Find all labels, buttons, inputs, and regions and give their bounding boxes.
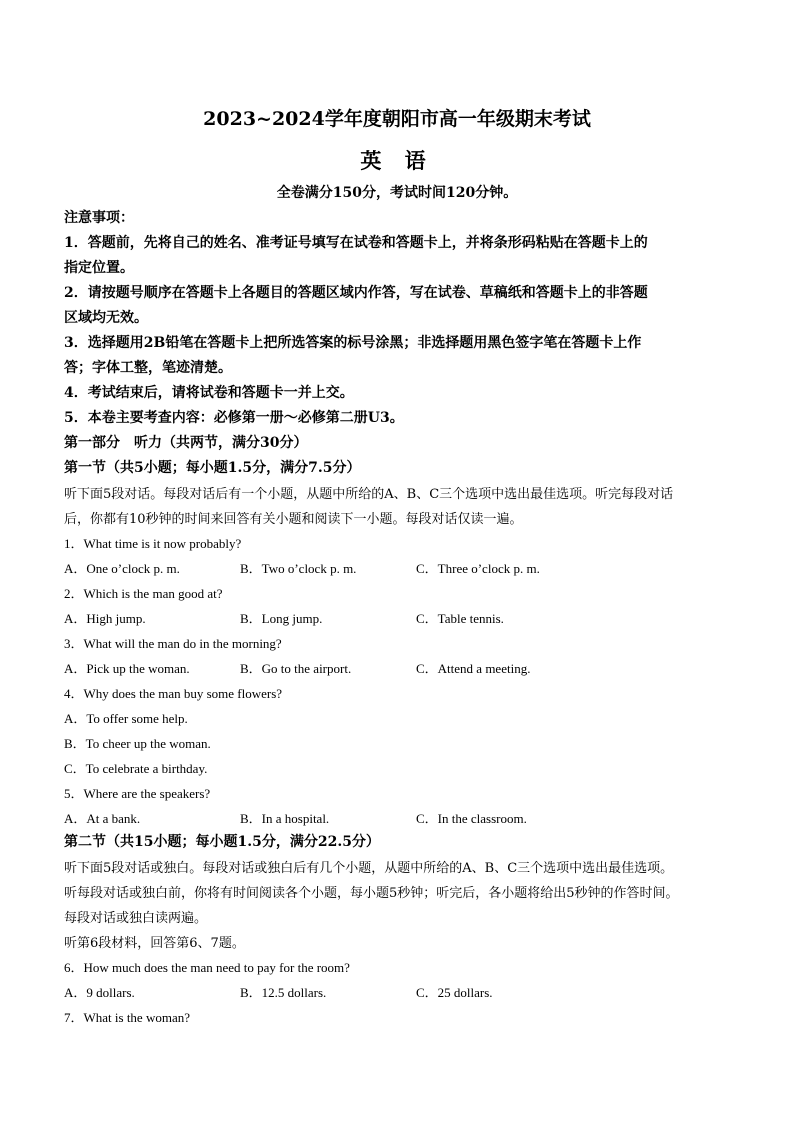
q5-option-b: B．In a hospital.: [240, 811, 330, 826]
q3-option-c: C．Attend a meeting.: [416, 661, 531, 676]
question-6: 6．How much does the man need to pay for the room?: [64, 960, 350, 975]
note-line: 5．本卷主要考查内容：必修第一册～必修第二册U3。: [64, 410, 404, 426]
q6-option-c: C．25 dollars.: [416, 985, 493, 1000]
q4-option-c: C．To celebrate a birthday.: [64, 761, 208, 776]
score-line: 全卷满分150分，考试时间120分钟。: [276, 185, 518, 201]
q1-option-b: B．Two o’clock p. m.: [240, 561, 357, 576]
q1-option-c: C．Three o’clock p. m.: [416, 561, 540, 576]
question-2: 2．Which is the man good at?: [64, 586, 223, 601]
note-line: 1．答题前，先将自己的姓名、准考证号填写在试卷和答题卡上，并将条形码粘贴在答题卡上的: [64, 235, 648, 251]
section1-instruction: 听下面5段对话。每段对话后有一个小题，从题中所给的A、B、C三个选项中选出最佳选项。听完每段对话: [64, 487, 674, 502]
q2-option-b: B．Long jump.: [240, 611, 323, 626]
question-4: 4．Why does the man buy some flowers?: [64, 686, 283, 701]
part1-heading: 第一部分 听力（共两节，满分30分）: [64, 435, 308, 451]
material-line: 听第6段材料，回答第6、7题。: [64, 936, 245, 951]
question-7: 7．What is the woman?: [64, 1010, 190, 1025]
subject-title: 英 语: [360, 148, 434, 173]
q2-option-a: A．High jump.: [64, 611, 146, 626]
section2-instruction: 每段对话或独白读两遍。: [64, 911, 208, 926]
q6-option-a: A．9 dollars.: [64, 985, 135, 1000]
question-5: 5．Where are the speakers?: [64, 786, 211, 801]
q4-option-a: A．To offer some help.: [64, 711, 188, 726]
q5-option-a: A．At a bank.: [64, 811, 141, 826]
section2-heading: 第二节（共15小题；每小题1.5分，满分22.5分）: [64, 834, 380, 850]
q4-option-b: B．To cheer up the woman.: [64, 736, 211, 751]
q1-option-a: A．One o’clock p. m.: [64, 561, 180, 576]
note-line: 指定位置。: [64, 260, 134, 276]
note-line: 2．请按题号顺序在答题卡上各题目的答题区域内作答，写在试卷、草稿纸和答题卡上的非答题: [64, 285, 648, 301]
q2-option-c: C．Table tennis.: [416, 611, 504, 626]
section1-heading: 第一节（共5小题；每小题1.5分，满分7.5分）: [64, 460, 361, 476]
q5-option-c: C．In the classroom.: [416, 811, 527, 826]
question-3: 3．What will the man do in the morning?: [64, 636, 282, 651]
notes-heading: 注意事项：: [64, 210, 134, 226]
q3-option-a: A．Pick up the woman.: [64, 661, 190, 676]
section2-instruction: 听下面5段对话或独白。每段对话或独白后有几个小题，从题中所给的A、B、C三个选项中选出最佳选项。: [64, 861, 674, 876]
section2-instruction: 听每段对话或独白前，你将有时间阅读各个小题，每小题5秒钟；听完后，各小题将给出5秒钟的作答时间。: [64, 886, 679, 901]
note-line: 3．选择题用2B铅笔在答题卡上把所选答案的标号涂黑；非选择题用黑色签字笔在答题卡上作: [64, 335, 642, 351]
question-1: 1．What time is it now probably?: [64, 536, 242, 551]
exam-title: 2023~2024学年度朝阳市高一年级期末考试: [203, 108, 591, 130]
q3-option-b: B．Go to the airport.: [240, 661, 352, 676]
section1-instruction: 后，你都有10秒钟的时间来回答有关小题和阅读下一小题。每段对话仅读一遍。: [64, 512, 523, 527]
q6-option-b: B．12.5 dollars.: [240, 985, 327, 1000]
note-line: 4．考试结束后，请将试卷和答题卡一并上交。: [64, 385, 354, 401]
note-line: 区域均无效。: [64, 310, 148, 326]
note-line: 答；字体工整，笔迹清楚。: [64, 360, 232, 376]
